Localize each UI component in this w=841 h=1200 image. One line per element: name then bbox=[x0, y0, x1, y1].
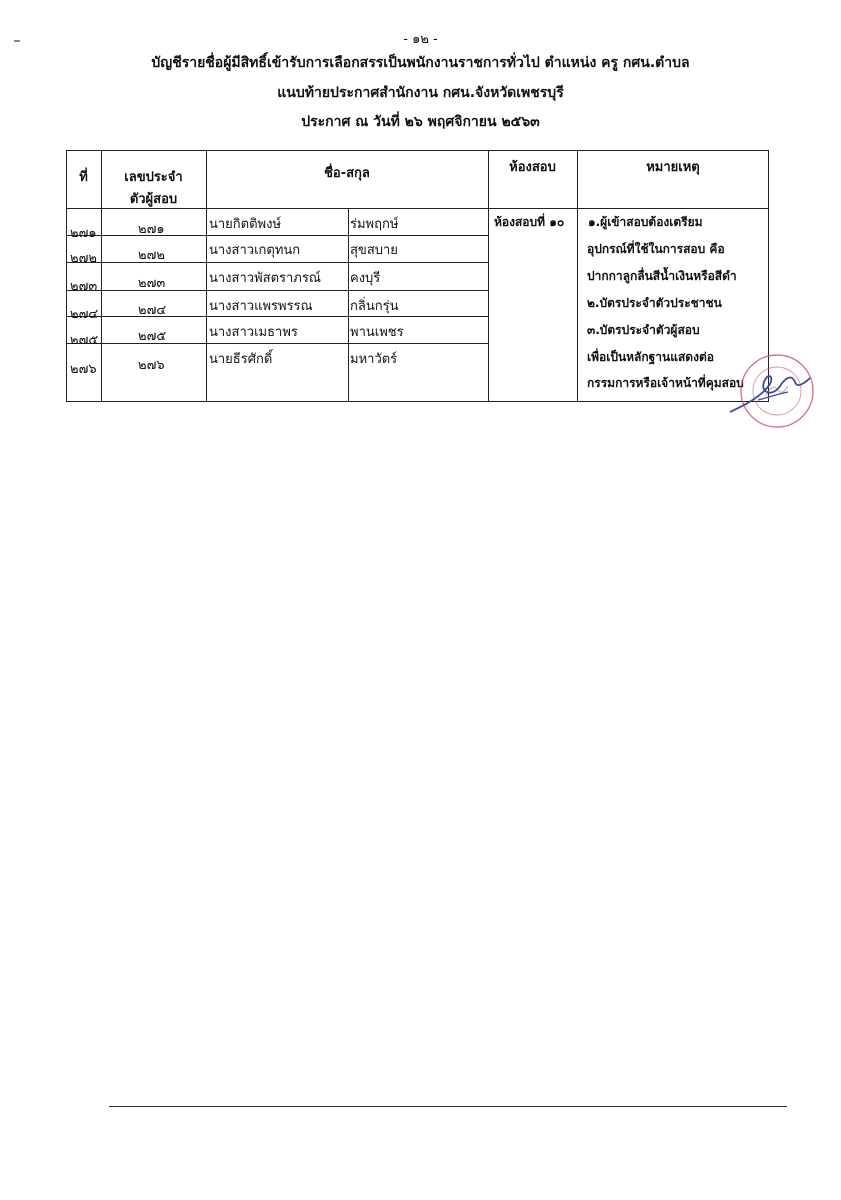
signature-icon bbox=[722, 362, 812, 418]
row-first-name: นางสาวพัสตราภรณ์ bbox=[209, 271, 321, 286]
row-last-name: คงบุรี bbox=[350, 271, 381, 286]
row-last-name: พานเพชร bbox=[350, 325, 404, 340]
remark-line: ๒.บัตรประจำตัวประชาชน bbox=[587, 296, 722, 310]
remark-line: เพื่อเป็นหลักฐานแสดงต่อ bbox=[587, 350, 714, 364]
remark-line: อุปกรณ์ที่ใช้ในการสอบ คือ bbox=[587, 242, 725, 256]
header-room: ห้องสอบ bbox=[509, 160, 556, 175]
header-name: ชื่อ-สกุล bbox=[324, 166, 370, 181]
remark-line: กรรมการหรือเจ้าหน้าที่คุมสอบ bbox=[587, 376, 744, 390]
row-last-name: สุขสบาย bbox=[350, 243, 398, 258]
header-remark: หมายเหตุ bbox=[646, 160, 700, 175]
row-no: ๒๗๓ bbox=[70, 279, 98, 294]
row-exam-id: ๒๗๖ bbox=[138, 358, 165, 373]
remark-line: ๑.ผู้เข้าสอบต้องเตรียม bbox=[588, 215, 703, 229]
row-first-name: นางสาวเมธาพร bbox=[209, 325, 298, 340]
header-exam-id: เลขประจำ bbox=[124, 170, 183, 185]
row-first-name: นางสาวแพรพรรณ bbox=[209, 299, 313, 314]
row-first-name: นายกิตติพงษ์ bbox=[209, 217, 282, 232]
document-subtitle: แนบท้ายประกาศสำนักงาน กศน.จังหวัดเพชรบุรี bbox=[277, 85, 564, 101]
row-last-name: มหาวัตร์ bbox=[350, 352, 398, 367]
row-exam-id: ๒๗๕ bbox=[138, 329, 167, 344]
remark-line: ๓.บัตรประจำตัวผู้สอบ bbox=[587, 323, 700, 337]
row-no: ๒๗๑ bbox=[70, 226, 97, 241]
header-exam-id-line2: ตัวผู้สอบ bbox=[129, 192, 178, 207]
header-no: ที่ bbox=[79, 170, 88, 185]
row-first-name: นางสาวเกตุทนก bbox=[209, 243, 301, 258]
page-number: - ๑๒ - bbox=[403, 32, 438, 47]
exam-room: ห้องสอบที่ ๑๐ bbox=[494, 215, 565, 229]
row-no: ๒๗๒ bbox=[70, 251, 97, 266]
row-last-name: กลิ่นกรุ่น bbox=[350, 299, 399, 314]
document-title: บัญชีรายชื่อผู้มีสิทธิ์เข้ารับการเลือกสรรเป็นพนักงานราชการทั่วไป ตำแหน่ง ครู กศน.ตำบล bbox=[151, 55, 690, 71]
row-exam-id: ๒๗๔ bbox=[138, 303, 167, 318]
announcement-date: ประกาศ ณ วันที่ ๒๖ พฤศจิกายน ๒๕๖๓ bbox=[301, 114, 540, 130]
row-no: ๒๗๕ bbox=[70, 333, 99, 348]
row-exam-id: ๒๗๒ bbox=[138, 248, 165, 263]
row-exam-id: ๒๗๑ bbox=[138, 222, 165, 237]
row-no: ๒๗๔ bbox=[70, 307, 99, 322]
row-last-name: ร่มพฤกษ์ bbox=[350, 217, 399, 232]
row-exam-id: ๒๗๓ bbox=[138, 276, 166, 291]
row-first-name: นายธีรศักดิ์ bbox=[209, 352, 273, 367]
row-no: ๒๗๖ bbox=[70, 362, 97, 377]
footer-divider bbox=[109, 1106, 787, 1107]
remark-line: ปากกาลูกลื่นสีน้ำเงินหรือสีดำ bbox=[587, 269, 737, 283]
